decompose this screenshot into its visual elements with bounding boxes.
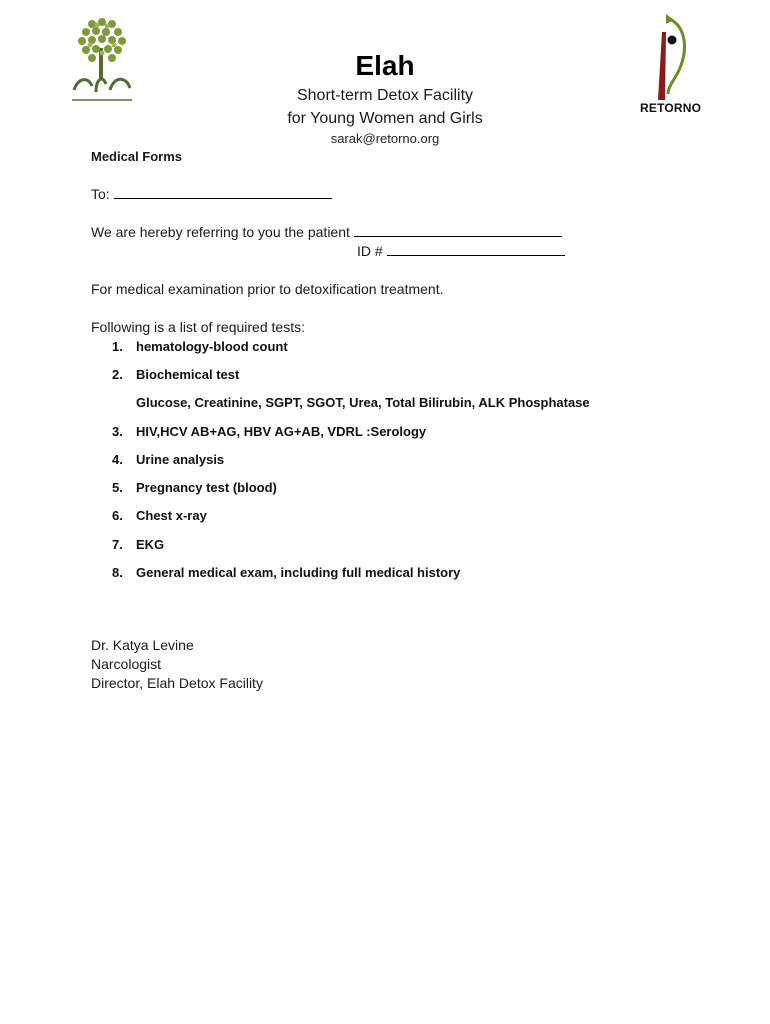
to-blank	[114, 186, 332, 199]
list-item: 5. Pregnancy test (blood)	[112, 480, 277, 495]
facility-subtitle-line2: for Young Women and Girls	[287, 110, 483, 127]
contact-email: sarak@retorno.org	[330, 131, 440, 146]
to-line	[91, 186, 332, 202]
id-label: ID #	[357, 243, 383, 259]
id-blank	[387, 243, 565, 256]
id-line	[357, 243, 565, 259]
patient-name-blank	[354, 224, 562, 237]
list-item: 8. General medical exam, including full medical history	[112, 565, 461, 580]
list-item: 2. Biochemical test	[112, 367, 240, 382]
list-item-detail: Glucose, Creatinine, SGPT, SGOT, Urea, Total Bilirubin, ALK Phosphatase	[136, 395, 590, 410]
signature-name: Dr. Katya Levine	[91, 637, 194, 653]
tree-logo	[66, 12, 138, 106]
facility-subtitle-line1: Short-term Detox Facility	[296, 87, 474, 104]
referral-text: We are hereby referring to you the patient	[91, 224, 350, 240]
referral-line	[91, 224, 562, 240]
section-title: Medical Forms	[91, 149, 183, 164]
signature-role: Narcologist	[91, 656, 162, 672]
list-item: 4. Urine analysis	[112, 452, 225, 467]
purpose-text: For medical examination prior to detoxification treatment.	[91, 281, 444, 297]
retorno-label: RETORNO	[640, 101, 702, 115]
to-label: To:	[91, 186, 110, 202]
page-title: Elah	[355, 50, 415, 81]
list-intro: Following is a list of required tests:	[91, 319, 305, 335]
list-item: 1. hematology-blood count	[112, 339, 288, 354]
list-item: 6. Chest x-ray	[112, 508, 207, 523]
signature-position: Director, Elah Detox Facility	[91, 675, 263, 691]
list-item: 7. EKG	[112, 537, 165, 552]
list-item: 3. HIV,HCV AB+AG, HBV AG+AB, VDRL :Serology	[112, 424, 427, 439]
